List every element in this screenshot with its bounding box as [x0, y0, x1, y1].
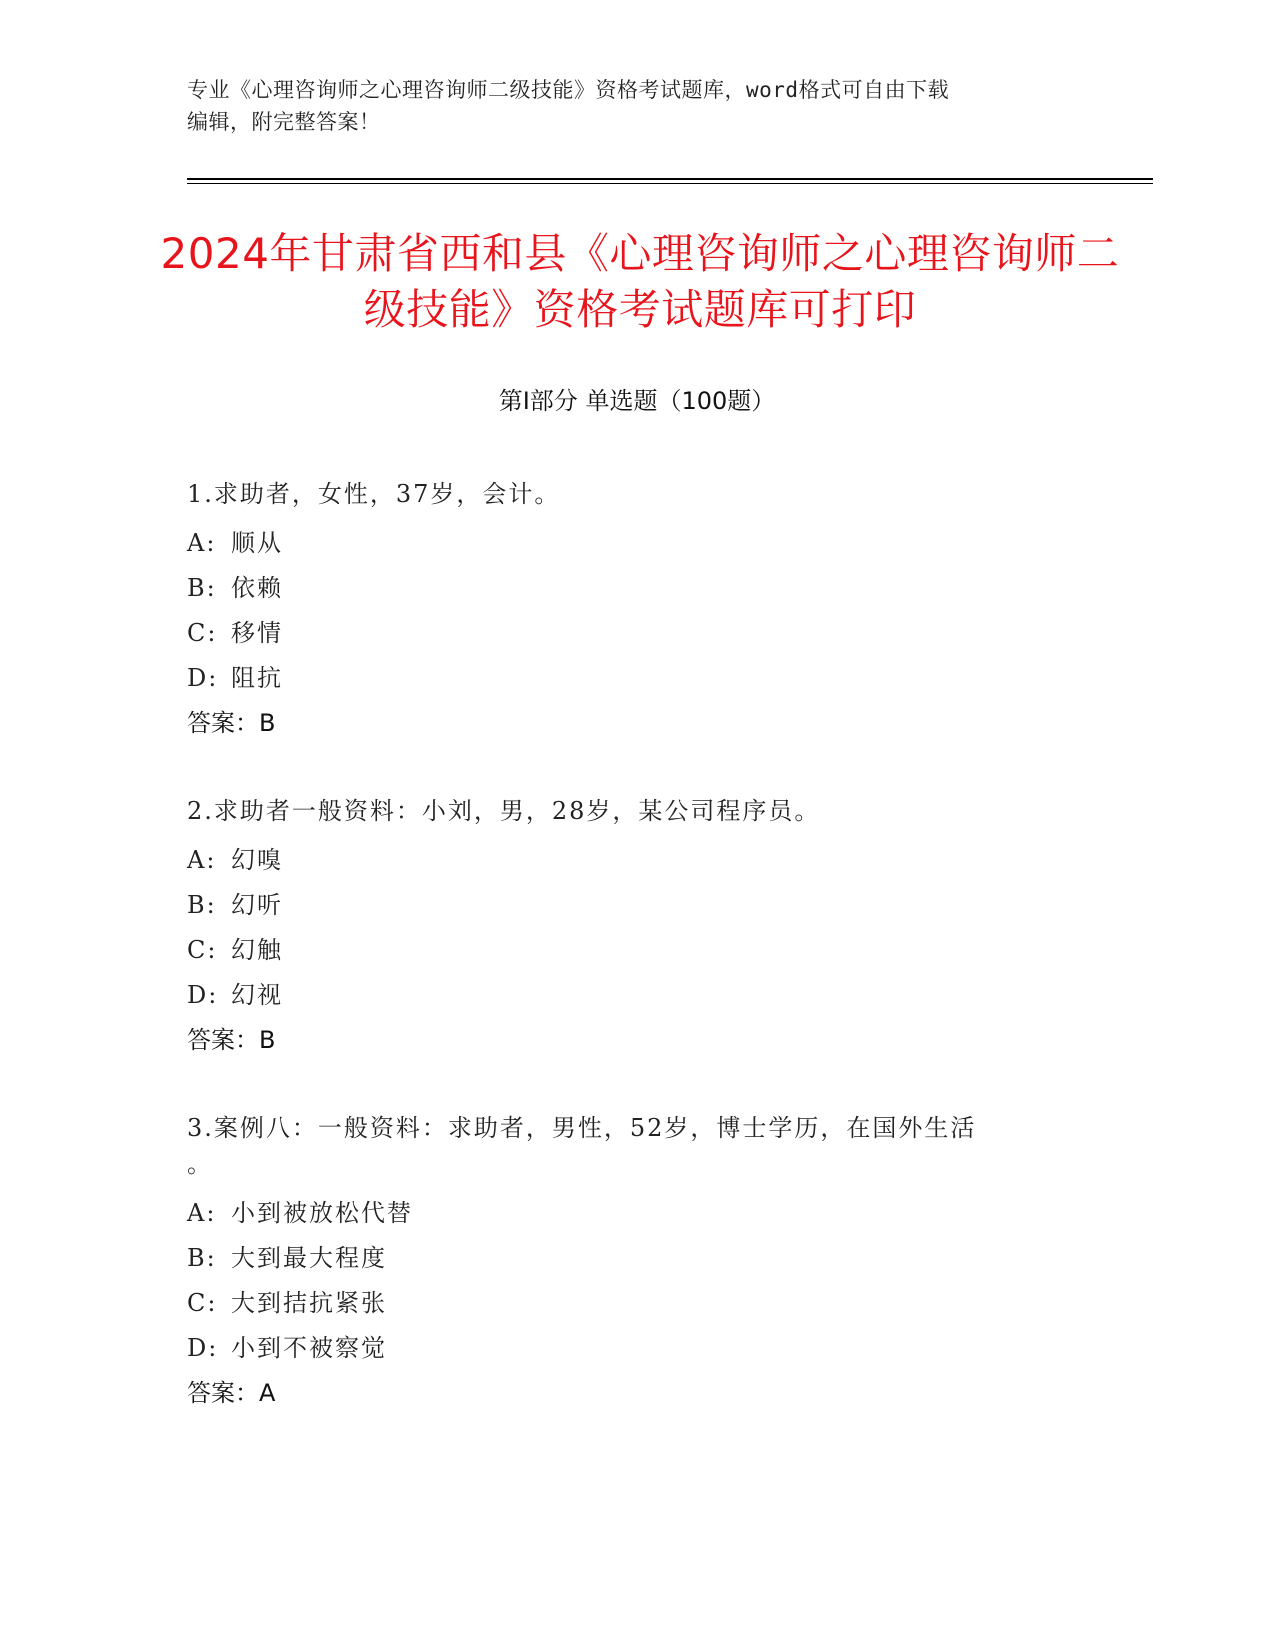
option-letter: B: — [187, 891, 217, 919]
header-note-line2: 编辑，附完整答案！ — [187, 110, 381, 134]
header-divider-thin — [187, 183, 1153, 184]
question-stem: 1.求助者，女性，37岁，会计。 — [187, 480, 561, 508]
header-note-line1: 专业《心理咨询师之心理咨询师二级技能》资格考试题库，word格式可自由下载 — [187, 78, 950, 102]
question-stem-wrap: 。 — [187, 1150, 213, 1178]
option-text: 顺从 — [231, 529, 283, 557]
option-a — [187, 838, 1067, 883]
option-letter: D: — [187, 981, 219, 1009]
question-stem: 3.案例八：一般资料：求助者，男性，52岁，博士学历，在国外生活 — [187, 1114, 977, 1142]
document-title: 2024年甘肃省西和县《心理咨询师之心理咨询师二级技能》资格考试题库可打印 — [160, 229, 1120, 334]
option-b — [187, 566, 1067, 611]
option-letter: B: — [187, 1244, 217, 1272]
header-divider-thick — [187, 178, 1153, 180]
answer: 答案：B — [187, 1026, 276, 1054]
option-letter: A: — [187, 529, 217, 557]
question-3 — [187, 1110, 1067, 1416]
question-2 — [187, 793, 1067, 1063]
option-text: 幻视 — [231, 981, 283, 1009]
option-text: 阻抗 — [231, 664, 283, 692]
option-c — [187, 928, 1067, 973]
option-text: 幻听 — [231, 891, 283, 919]
answer: 答案：A — [187, 1379, 276, 1407]
question-1 — [187, 476, 1067, 746]
option-letter: B: — [187, 574, 217, 602]
answer: 答案：B — [187, 709, 276, 737]
option-d — [187, 1326, 1067, 1371]
option-letter: C: — [187, 936, 218, 964]
option-text: 幻嗅 — [231, 846, 283, 874]
option-letter: D: — [187, 664, 219, 692]
option-c — [187, 1281, 1067, 1326]
option-b — [187, 1236, 1067, 1281]
option-letter: A: — [187, 1199, 217, 1227]
option-d — [187, 973, 1067, 1018]
option-letter: C: — [187, 619, 218, 647]
option-text: 小到被放松代替 — [231, 1199, 413, 1227]
option-text: 大到拮抗紧张 — [231, 1289, 387, 1317]
option-d — [187, 656, 1067, 701]
option-a — [187, 521, 1067, 566]
question-stem: 2.求助者一般资料：小刘，男，28岁，某公司程序员。 — [187, 797, 821, 825]
option-text: 移情 — [231, 619, 283, 647]
option-b — [187, 883, 1067, 928]
option-c — [187, 611, 1067, 656]
option-letter: A: — [187, 846, 217, 874]
option-text: 幻触 — [231, 936, 283, 964]
section-title: 第Ⅰ部分 单选题（100题） — [498, 387, 776, 415]
option-letter: D: — [187, 1334, 219, 1362]
option-text: 大到最大程度 — [231, 1244, 387, 1272]
option-letter: C: — [187, 1289, 218, 1317]
option-a — [187, 1191, 1067, 1236]
header-note — [187, 74, 1067, 138]
option-text: 小到不被察觉 — [231, 1334, 387, 1362]
option-text: 依赖 — [231, 574, 283, 602]
